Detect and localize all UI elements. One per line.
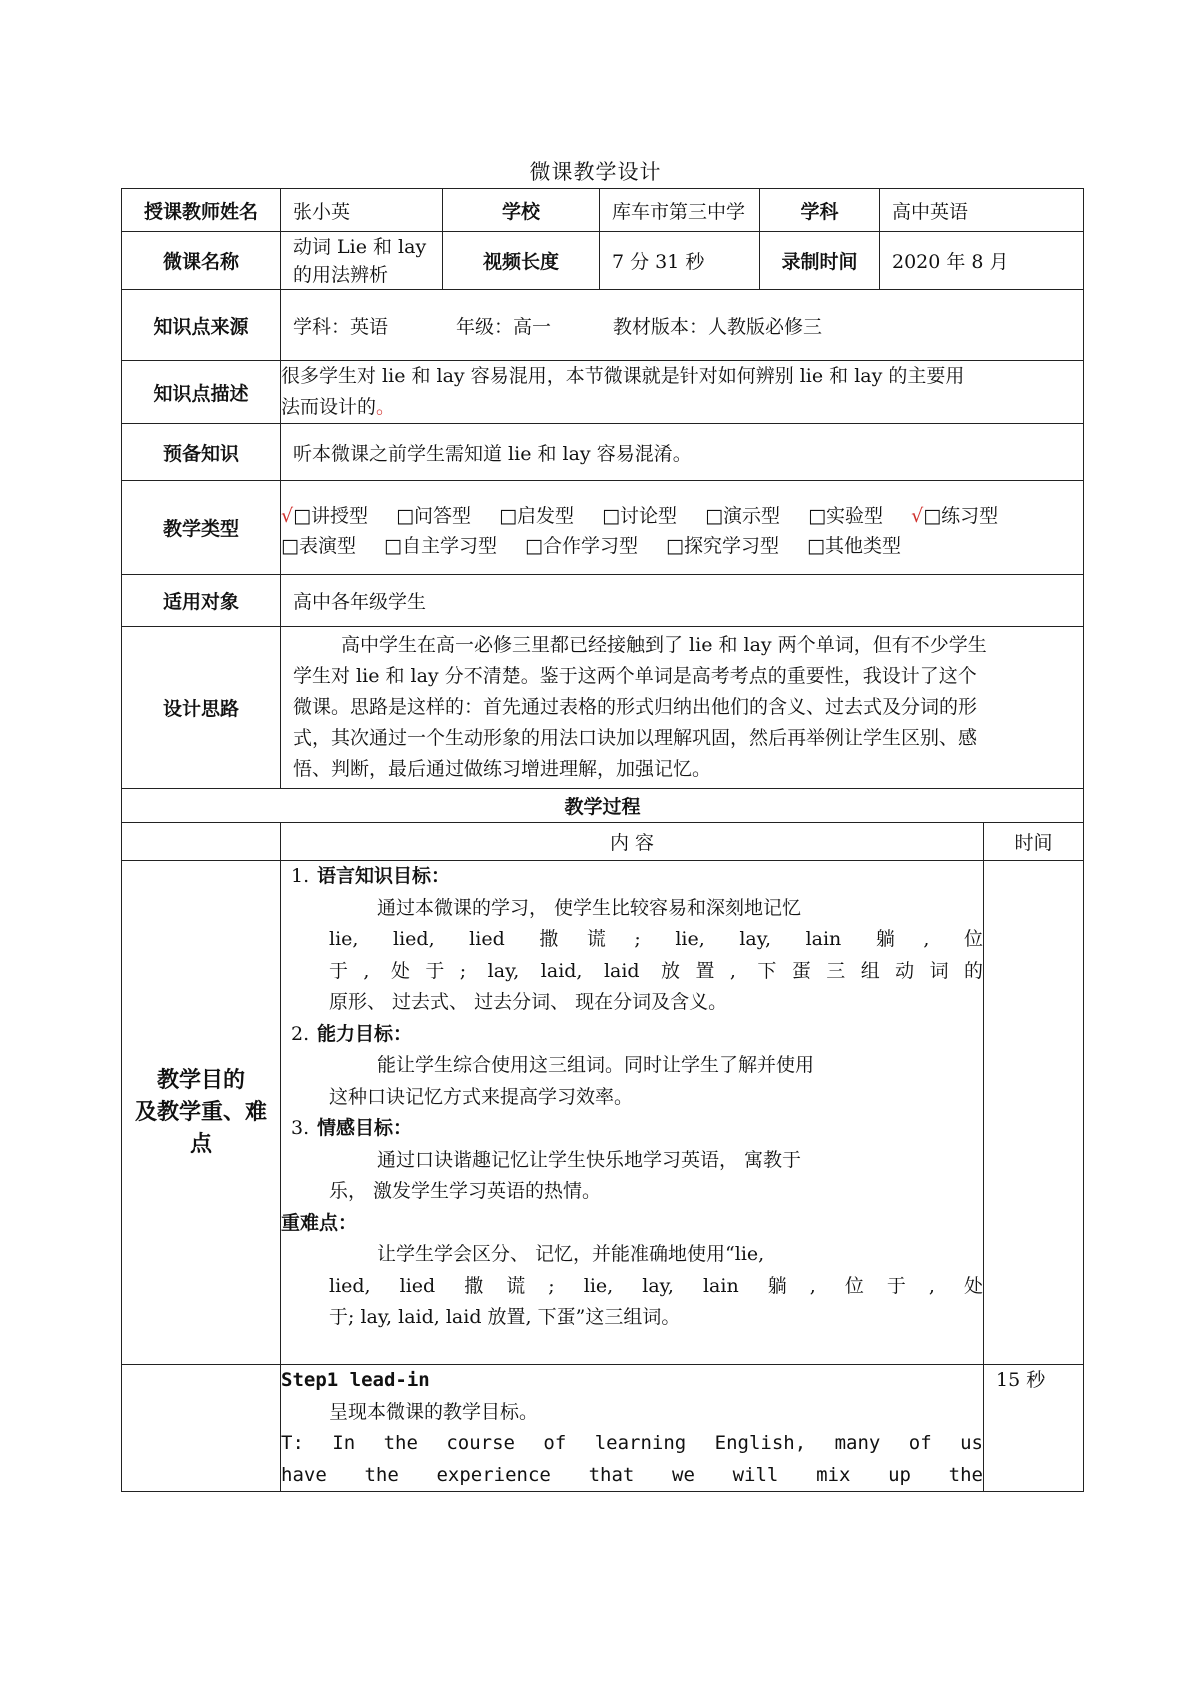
step1-heading: Step1 lead-in	[281, 1369, 430, 1391]
objective-text: lie, lied, lied 撒谎; lie, lay, lain 躺, 位	[329, 928, 983, 950]
document-title: 微课教学设计	[529, 160, 662, 184]
source-grade: 年级：高一	[456, 315, 552, 338]
key-points-heading: 重难点：	[281, 1211, 358, 1234]
description-line1: 很多学生对 lie 和 lay 容易混用，本节微课就是针对如何辨别 lie 和 lay 的主要用	[281, 365, 965, 387]
description-row	[122, 361, 1084, 424]
time-header: 时间	[984, 823, 1084, 861]
type-option: □启发型	[499, 504, 575, 527]
prereq-row	[122, 424, 1084, 481]
process-header-row	[122, 823, 1084, 861]
course-name-line1: 动词 Lie 和 lay	[293, 235, 427, 258]
recording-time-label: 录制时间	[760, 232, 880, 290]
design-value	[281, 627, 1084, 789]
types-value	[281, 481, 1084, 575]
objective-text: 这种口诀记忆方式来提高学习效率。	[329, 1085, 634, 1108]
types-line-1	[281, 501, 1083, 531]
prereq-value: 听本微课之前学生需知道 lie 和 lay 容易混淆。	[281, 424, 1084, 481]
content-header: 内 容	[281, 823, 984, 861]
type-option: □自主学习型	[384, 534, 497, 557]
types-row	[122, 481, 1084, 575]
course-label: 微课名称	[122, 232, 281, 290]
process-title: 教学过程	[122, 789, 1084, 823]
step1-content	[281, 1365, 984, 1492]
objective-text: 乐， 激发学生学习英语的热情。	[329, 1180, 602, 1202]
type-option: □其他类型	[807, 534, 901, 557]
type-option: □问答型	[396, 504, 472, 527]
objectives-time	[984, 861, 1084, 1365]
length-label: 视频长度	[443, 232, 600, 290]
process-header-empty	[122, 823, 281, 861]
objectives-row	[122, 861, 1084, 1365]
step1-dialogue: T: In the course of learning English, many of us	[281, 1432, 983, 1454]
objective-text: 通过本微课的学习， 使学生比较容易和深刻地记忆	[377, 896, 802, 919]
objectives-content	[281, 861, 984, 1365]
type-option: □讨论型	[602, 504, 678, 527]
teacher-label: 授课教师姓名	[122, 189, 281, 232]
objective-heading: 3. 情感目标：	[291, 1117, 413, 1139]
source-value	[281, 290, 1084, 361]
step1-row	[122, 1365, 1084, 1492]
subject-label: 学科	[760, 189, 880, 232]
check-mark-icon: √	[911, 504, 924, 527]
audience-value: 高中各年级学生	[281, 575, 1084, 627]
key-points-text: 让学生学会区分、 记忆，并能准确地使用“lie,	[377, 1243, 765, 1265]
check-mark-icon: √	[281, 504, 294, 527]
audience-row	[122, 575, 1084, 627]
step1-dialogue: have the experience that we will mix up the	[281, 1463, 983, 1486]
source-edition: 教材版本：人教版必修三	[613, 315, 823, 338]
type-option: □探究学习型	[666, 534, 779, 557]
school-label: 学校	[443, 189, 600, 232]
design-line: 高中学生在高一必修三里都已经接触到了 lie 和 lay 两个单词，但有不少学生	[341, 634, 987, 656]
audience-label: 适用对象	[122, 575, 281, 627]
types-label: 教学类型	[122, 481, 281, 575]
recording-time-value: 2020 年 8 月	[880, 232, 1084, 290]
school-value: 库车市第三中学	[600, 189, 760, 232]
type-option: √□练习型	[911, 504, 999, 527]
description-value	[281, 361, 1084, 424]
teacher-value: 张小英	[281, 189, 443, 232]
types-line-2	[281, 531, 1083, 561]
source-label: 知识点来源	[122, 290, 281, 361]
course-value	[281, 232, 443, 290]
objective-text: 于, 处于; lay, laid, laid 放置, 下蛋三组动词的	[329, 959, 983, 982]
description-label: 知识点描述	[122, 361, 281, 424]
description-line2: 法而设计的。	[281, 396, 396, 418]
course-name-line2: 的用法辨析	[293, 263, 389, 286]
design-line: 微课。思路是这样的：首先通过表格的形式归纳出他们的含义、过去式及分词的形	[293, 696, 978, 718]
objective-heading: 1. 语言知识目标：	[291, 865, 451, 887]
design-line: 式，其次通过一个生动形象的用法口诀加以理解巩固，然后再举例让学生区别、感	[293, 727, 978, 749]
design-label: 设计思路	[122, 627, 281, 789]
process-title-row	[122, 789, 1084, 823]
design-line: 悟、判断，最后通过做练习增进理解，加强记忆。	[293, 758, 712, 780]
prereq-label: 预备知识	[122, 424, 281, 481]
subject-value: 高中英语	[880, 189, 1084, 232]
type-option: □实验型	[808, 504, 884, 527]
type-option: □表演型	[281, 534, 356, 557]
objective-text: 通过口诀谐趣记忆让学生快乐地学习英语， 寓教于	[377, 1148, 802, 1171]
header-row-1	[122, 189, 1084, 232]
key-points-text: 于; lay, laid, laid 放置, 下蛋”这三组词。	[329, 1306, 681, 1328]
lesson-design-table	[121, 188, 1084, 1492]
objective-text: 原形、 过去式、 过去分词、 现在分词及含义。	[329, 991, 728, 1013]
key-points-text: lied, lied 撒谎; lie, lay, lain 躺, 位于, 处	[329, 1274, 983, 1297]
design-line: 学生对 lie 和 lay 分不清楚。鉴于这两个单词是高考考点的重要性，我设计了这个	[293, 665, 977, 687]
type-option: □合作学习型	[525, 534, 638, 557]
step1-label-empty	[122, 1365, 281, 1492]
header-row-2	[122, 232, 1084, 290]
objective-text: 能让学生综合使用这三组词。同时让学生了解并使用	[377, 1054, 815, 1076]
type-option: □演示型	[705, 504, 781, 527]
objectives-label: 教学目的 及教学重、难 点	[122, 861, 281, 1365]
step1-intro: 呈现本微课的教学目标。	[329, 1400, 539, 1423]
source-row	[122, 290, 1084, 361]
source-subject: 学科：英语	[293, 315, 389, 338]
objective-heading: 2. 能力目标：	[291, 1022, 413, 1045]
design-row	[122, 627, 1084, 789]
type-option: √□讲授型	[281, 504, 369, 527]
length-value: 7 分 31 秒	[600, 232, 760, 290]
step1-time: 15 秒	[984, 1365, 1084, 1492]
